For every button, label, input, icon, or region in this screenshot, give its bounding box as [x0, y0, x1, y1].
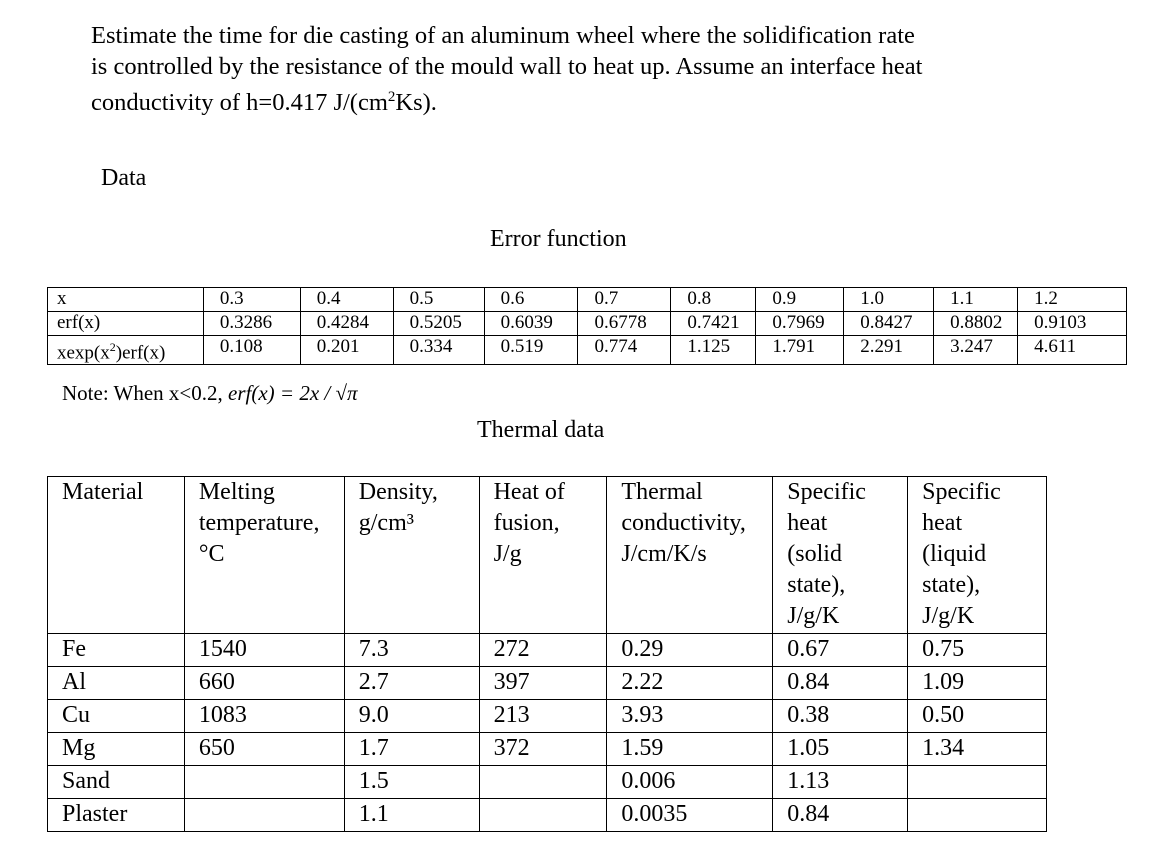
- erf-cell: 1.2: [1018, 288, 1127, 312]
- erf-cell: 1.791: [756, 336, 844, 365]
- thermal-cell: Al: [48, 667, 185, 700]
- erf-row-label: erf(x): [48, 312, 204, 336]
- statement-superscript: 2: [387, 89, 396, 105]
- statement-line-3: [91, 82, 1051, 118]
- erf-cell: 0.5205: [393, 312, 484, 336]
- thermal-cell: [184, 766, 344, 799]
- thermal-header-line: (liquid: [922, 541, 987, 567]
- error-function-table: [47, 287, 1127, 365]
- thermal-cell: 0.67: [773, 634, 908, 667]
- thermal-cell: 0.84: [773, 667, 908, 700]
- erf-row-label: [48, 336, 204, 365]
- erf-cell: 0.7421: [671, 312, 756, 336]
- thermal-cell: 0.75: [908, 634, 1047, 667]
- note-prefix: Note: When x<0.2,: [62, 381, 223, 405]
- thermal-cell: 213: [479, 700, 607, 733]
- thermal-header-line: state),: [922, 572, 981, 598]
- thermal-row: [48, 799, 1047, 832]
- thermal-data-table: [47, 476, 1047, 832]
- statement-line-3-prefix: conductivity of h=0.417 J/(cm: [91, 89, 388, 117]
- thermal-header-line: °C: [198, 541, 225, 567]
- erf-cell: 0.8427: [844, 312, 934, 336]
- thermal-cell: 1.05: [773, 733, 908, 766]
- thermal-cell: Sand: [48, 766, 185, 799]
- thermal-header-line: J/g/K: [922, 603, 975, 629]
- thermal-cell: 660: [184, 667, 344, 700]
- erf-row-xexp: [48, 336, 1127, 365]
- erf-cell: 0.334: [393, 336, 484, 365]
- thermal-cell: 0.0035: [607, 799, 773, 832]
- thermal-cell: Mg: [48, 733, 185, 766]
- xexp-label-a: xexp(x: [57, 342, 110, 364]
- statement-line-1: Estimate the time for die casting of an aluminum wheel where the solidification rate: [91, 22, 915, 49]
- erf-cell: 3.247: [934, 336, 1018, 365]
- erf-cell: 0.7969: [756, 312, 844, 336]
- erf-cell: 0.9103: [1018, 312, 1127, 336]
- thermal-cell: 1.09: [908, 667, 1047, 700]
- erf-row-label: x: [48, 288, 204, 312]
- thermal-header-cell: [479, 477, 607, 634]
- erf-cell: 4.611: [1018, 336, 1127, 365]
- thermal-cell: [908, 799, 1047, 832]
- thermal-header-cell: [48, 477, 185, 634]
- statement-line-3-suffix: Ks).: [395, 89, 437, 117]
- thermal-header-line: J/g: [493, 541, 522, 567]
- erf-cell: 2.291: [844, 336, 934, 365]
- erf-cell: 0.4284: [300, 312, 393, 336]
- thermal-header-line: heat: [787, 510, 828, 536]
- erf-cell: 0.201: [300, 336, 393, 365]
- thermal-cell: 3.93: [607, 700, 773, 733]
- thermal-cell: 2.22: [607, 667, 773, 700]
- thermal-cell: 9.0: [344, 700, 479, 733]
- thermal-header-cell: [344, 477, 479, 634]
- erf-cell: 0.6: [484, 288, 578, 312]
- thermal-cell: 1.1: [344, 799, 479, 832]
- erf-cell: 1.125: [671, 336, 756, 365]
- thermal-data-title: Thermal data: [477, 417, 605, 443]
- erf-cell: 0.9: [756, 288, 844, 312]
- erf-cell: 0.108: [203, 336, 300, 365]
- thermal-cell: 397: [479, 667, 607, 700]
- thermal-row: [48, 634, 1047, 667]
- thermal-cell: 1083: [184, 700, 344, 733]
- thermal-header-cell: [607, 477, 773, 634]
- thermal-cell: Fe: [48, 634, 185, 667]
- erf-row-erf: [48, 312, 1127, 336]
- thermal-cell: 272: [479, 634, 607, 667]
- erf-cell: 0.6039: [484, 312, 578, 336]
- thermal-row: [48, 733, 1047, 766]
- thermal-cell: [908, 766, 1047, 799]
- thermal-cell: 1.13: [773, 766, 908, 799]
- thermal-cell: Cu: [48, 700, 185, 733]
- erf-note: [62, 381, 358, 406]
- thermal-header-line: fusion,: [493, 510, 560, 536]
- xexp-label-b: )erf(x): [115, 342, 166, 364]
- thermal-header-cell: [184, 477, 344, 634]
- erf-cell: 0.3: [203, 288, 300, 312]
- thermal-header-line: Heat of: [493, 479, 565, 505]
- erf-cell: 1.0: [844, 288, 934, 312]
- thermal-cell: 650: [184, 733, 344, 766]
- thermal-cell: 0.006: [607, 766, 773, 799]
- thermal-cell: 1.5: [344, 766, 479, 799]
- thermal-cell: 1.7: [344, 733, 479, 766]
- thermal-header-line: Specific: [922, 479, 1001, 505]
- thermal-header-line: state),: [787, 572, 846, 598]
- thermal-header-line: (solid: [787, 541, 842, 567]
- thermal-header-cell: [908, 477, 1047, 634]
- statement-line-2: is controlled by the resistance of the mould wall to heat up. Assume an interface heat: [91, 53, 923, 80]
- error-function-title: Error function: [490, 226, 627, 252]
- thermal-cell: 0.84: [773, 799, 908, 832]
- thermal-header-line: conductivity,: [621, 510, 746, 536]
- thermal-cell: Plaster: [48, 799, 185, 832]
- erf-cell: 0.774: [578, 336, 671, 365]
- thermal-header-line: J/g/K: [787, 603, 840, 629]
- data-heading: Data: [101, 165, 147, 191]
- thermal-cell: 7.3: [344, 634, 479, 667]
- erf-cell: 1.1: [934, 288, 1018, 312]
- thermal-header-line: Density,: [358, 479, 438, 505]
- thermal-cell: [184, 799, 344, 832]
- thermal-cell: 1540: [184, 634, 344, 667]
- erf-cell: 0.5: [393, 288, 484, 312]
- thermal-header-line: g/cm³: [358, 510, 414, 536]
- thermal-header-line: Melting: [198, 479, 275, 505]
- erf-cell: 0.3286: [203, 312, 300, 336]
- thermal-row: [48, 667, 1047, 700]
- thermal-header-line: heat: [922, 510, 963, 536]
- thermal-header-line: Thermal: [621, 479, 703, 505]
- thermal-header-row: [48, 477, 1047, 634]
- thermal-cell: 1.34: [908, 733, 1047, 766]
- erf-cell: 0.6778: [578, 312, 671, 336]
- thermal-cell: [479, 799, 607, 832]
- thermal-header-line: temperature,: [198, 510, 320, 536]
- thermal-header-cell: [773, 477, 908, 634]
- thermal-header-line: Specific: [787, 479, 866, 505]
- thermal-cell: 0.50: [908, 700, 1047, 733]
- thermal-cell: 2.7: [344, 667, 479, 700]
- thermal-cell: 0.29: [607, 634, 773, 667]
- xexp-label-sup: 2: [109, 340, 116, 354]
- thermal-cell: 372: [479, 733, 607, 766]
- thermal-cell: [479, 766, 607, 799]
- problem-statement: [91, 20, 1051, 118]
- note-formula: erf(x) = 2x / √π: [228, 381, 358, 405]
- thermal-header-line: Material: [62, 479, 144, 505]
- thermal-cell: 0.38: [773, 700, 908, 733]
- erf-cell: 0.7: [578, 288, 671, 312]
- thermal-row: [48, 700, 1047, 733]
- thermal-cell: 1.59: [607, 733, 773, 766]
- thermal-header-line: J/cm/K/s: [621, 541, 707, 567]
- erf-cell: 0.8802: [934, 312, 1018, 336]
- erf-cell: 0.8: [671, 288, 756, 312]
- erf-cell: 0.4: [300, 288, 393, 312]
- erf-cell: 0.519: [484, 336, 578, 365]
- thermal-row: [48, 766, 1047, 799]
- erf-row-x: [48, 288, 1127, 312]
